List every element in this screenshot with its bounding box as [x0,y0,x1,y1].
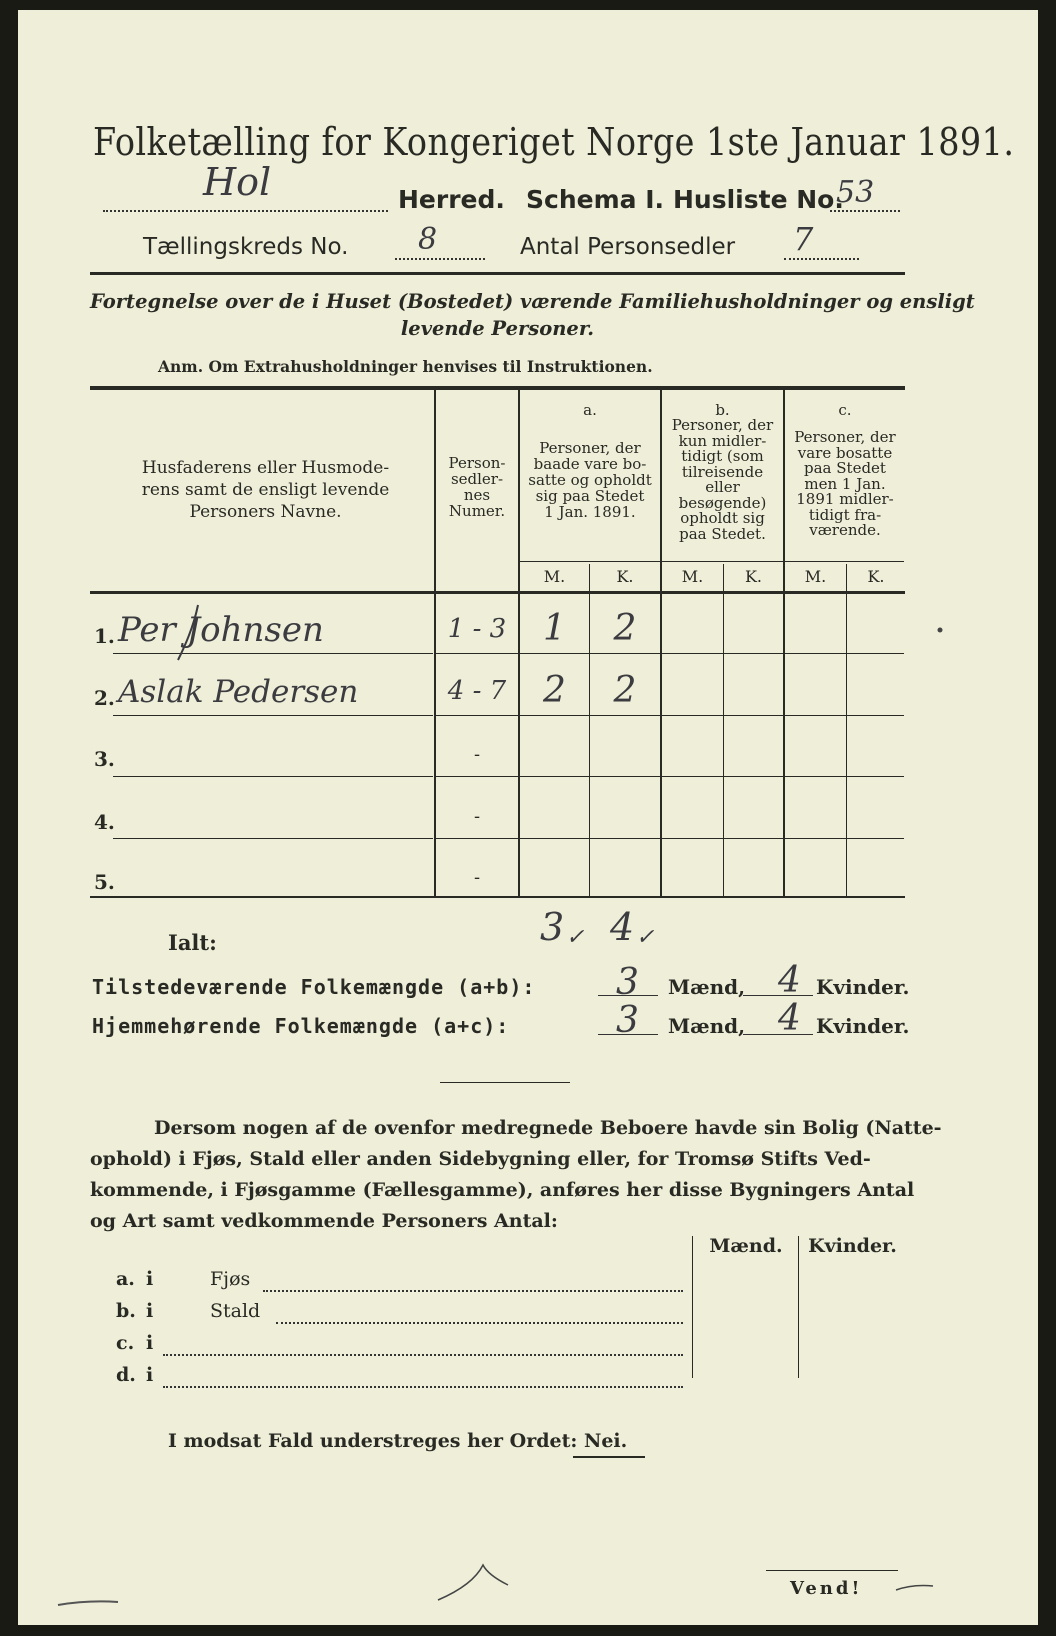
tilstede-k: 4 [778,960,801,1001]
stray-marks [18,10,1038,1625]
row4-num: - [473,806,481,827]
form-title: Folketælling for Kongeriget Norge 1ste Januar 1891. [93,120,1015,164]
ialt-label: Ialt: [168,930,217,955]
item-a-prep: i [146,1268,154,1290]
herred-label: Herred. [398,185,505,214]
modsat-note: I modsat Fald understreges her Ordet: Nei. [168,1430,628,1452]
header-name: Husfaderens eller Husmode- rens samt de ensligt levende Personers Navne. [141,458,390,522]
header-num: Person- sedler- nes Numer. [448,454,506,520]
item-c-letter: c. [116,1332,135,1354]
ink-dot [938,628,943,633]
item-a-letter: a. [116,1268,135,1290]
a-m-label: M. [543,567,566,586]
hjemme-k: 4 [778,998,801,1039]
para-line3: kommende, i Fjøsgamme (Fællesgamme), anføres her disse Bygningers Antal [90,1179,915,1201]
ialt-m: 3 [540,905,565,949]
intro-line1: Fortegnelse over de i Huset (Bostedet) værende Familiehusholdninger og ensligt [90,290,975,313]
herred-value: Hol [203,160,272,204]
ialt-k: 4 [610,905,635,949]
kreds-value: 8 [418,222,438,257]
tilstede-label: Tilstedeværende Folkemængde (a+b): [92,975,536,999]
header-a: Personer, der baade vare bo- satte og opholdt sig paa Stedet 1 Jan. 1891. [528,439,652,521]
header-a-letter: a. [583,401,597,419]
anm-note: Anm. Om Extrahusholdninger henvises til Instruktionen. [158,357,653,376]
row1-a-m: 1 [543,608,566,649]
row5-num: - [473,867,481,888]
header-b-letter: b. [715,401,730,419]
kreds-label: Tællingskreds No. [143,234,349,260]
para-line4: og Art samt vedkommende Personers Antal: [90,1210,558,1232]
hjemme-m: 3 [616,1000,639,1041]
item-b-letter: b. [116,1300,136,1322]
stray-mark-left [58,1601,118,1605]
item-a-label: Fjøs [210,1268,251,1290]
row1-num: 1 - 3 [447,614,507,644]
c-k-label: K. [867,567,885,586]
schema-label: Schema I. [526,185,665,214]
tilstede-m: 3 [616,962,639,1003]
sub-kvinder-header: Kvinder. [808,1235,897,1257]
c-m-label: M. [804,567,827,586]
b-k-label: K. [744,567,763,586]
row3-num: - [473,744,481,765]
item-b-label: Stald [210,1300,261,1322]
header-c-letter: c. [838,401,852,419]
item-b-prep: i [146,1300,154,1322]
ialt-m-check-icon: ✓ [566,925,585,950]
item-c-prep: i [146,1332,154,1354]
row1-a-k: 2 [613,608,637,649]
antal-label: Antal Personsedler [520,234,736,260]
b-m-label: M. [681,567,704,586]
row1-name: Per Johnsen [118,610,324,650]
tilstede-kvinder: Kvinder. [816,975,910,999]
row4-no: 4. [94,810,115,834]
row3-no: 3. [94,747,115,771]
census-form [18,10,1038,1625]
husliste-label: Husliste No. [673,185,844,214]
tilstede-maend: Mænd, [668,975,746,999]
para-line2: ophold) i Fjøs, Stald eller anden Sidebygning eller, for Tromsø Stifts Ved- [90,1148,871,1170]
vend-label: Vend! [790,1578,863,1599]
stray-mark-center [438,1565,508,1600]
sub-maend-header: Mænd. [709,1235,783,1257]
hjemme-label: Hjemmehørende Folkemængde (a+c): [92,1014,510,1038]
hjemme-maend: Mænd, [668,1014,746,1038]
hjemme-kvinder: Kvinder. [816,1014,910,1038]
row1-no: 1. [94,624,115,648]
item-d-letter: d. [116,1364,136,1386]
row2-no: 2. [94,686,115,710]
row2-name: Aslak Pedersen [118,674,359,710]
header-c: Personer, der vare bosatte paa Stedet men 1 Jan. 1891 midler- tidigt fra- værende. [794,428,896,539]
pen-stroke-row1 [178,605,198,660]
husliste-value: 53 [836,175,875,210]
intro-line2: levende Personer. [400,317,595,340]
row5-no: 5. [94,870,115,894]
para-line1: Dersom nogen af de ovenfor medregnede Beboere havde sin Bolig (Natte- [154,1117,942,1139]
stray-mark-right [896,1586,933,1591]
row2-a-m: 2 [543,670,566,711]
a-k-label: K. [616,567,634,586]
antal-value: 7 [793,220,814,258]
ialt-k-check-icon: ✓ [636,925,655,950]
row2-a-k: 2 [613,670,637,711]
header-b: Personer, der kun midler- tidigt (som tilreisende eller besøgende) opholdt sig paa Stedet. [671,416,774,543]
item-d-prep: i [146,1364,154,1386]
row2-num: 4 - 7 [447,676,507,706]
